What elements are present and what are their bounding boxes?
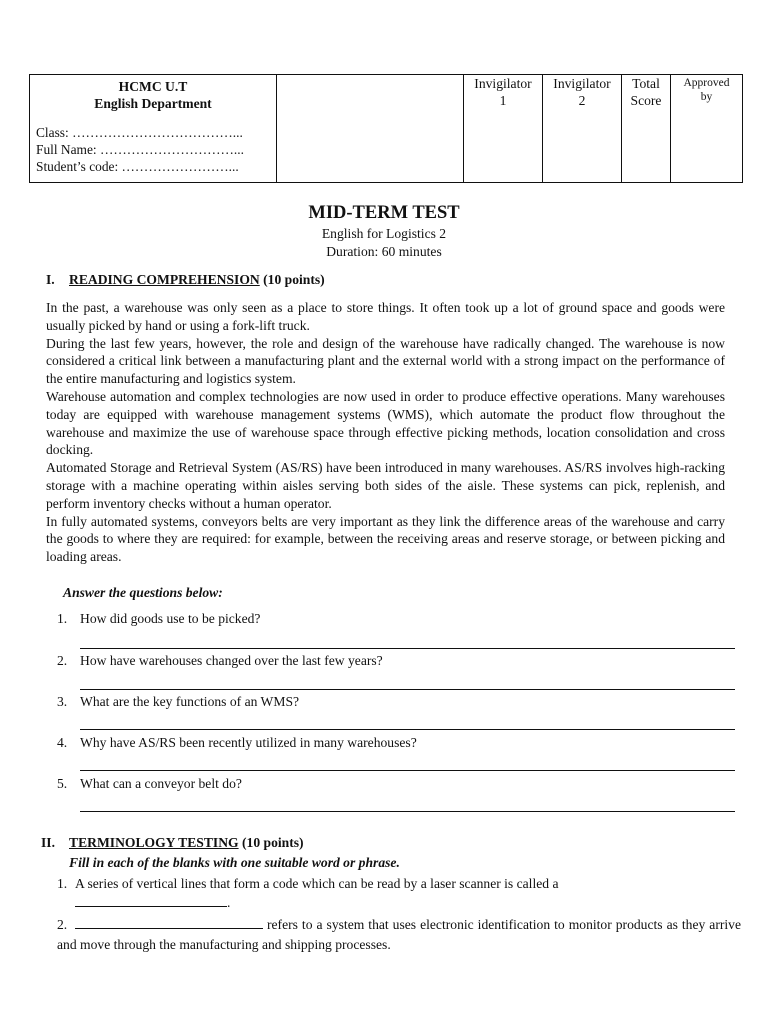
approved-by-cell: [671, 75, 743, 183]
invigilator-1-cell: [464, 75, 543, 183]
terminology-item-text: refers to a system that uses electronic identification to monitor products as they arrive and move through the manufacturing and shipping processes.: [57, 917, 741, 952]
invigilator-1-label: Invigilator: [474, 76, 532, 91]
passage-paragraph: In the past, a warehouse was only seen as a place to store things. It often took up a lot of ground space and goods were usually picked by hand or using a fork-lift truck.: [46, 300, 725, 333]
blank-header-cell: [277, 75, 464, 183]
school-info-cell: [30, 75, 277, 183]
section-1-points: (10 points): [259, 272, 325, 287]
answer-line[interactable]: [80, 729, 735, 730]
total-score-label-2: Score: [630, 93, 662, 108]
test-duration: Duration: 60 minutes: [326, 244, 442, 259]
approved-label-1: Approved: [683, 77, 730, 89]
fullname-field-label: Full Name: …………………………...: [36, 142, 244, 157]
question-item: 2. How have warehouses changed over the last few years?: [57, 653, 383, 668]
answer-line[interactable]: [80, 648, 735, 649]
terminology-item-1-blank-line: .: [75, 893, 230, 913]
terminology-item-1: 1. A series of vertical lines that form a code which can be read by a laser scanner is called a: [57, 876, 559, 891]
school-name: HCMC U.T: [118, 79, 188, 94]
answer-line[interactable]: [80, 770, 735, 771]
section-1-number: I.: [46, 272, 55, 287]
invigilator-1-number: 1: [499, 93, 507, 108]
invigilator-2-label: Invigilator: [553, 76, 611, 91]
passage-paragraph: Automated Storage and Retrieval System (AS/RS) have been introduced in many warehouses. AS/RS involves high-racking storage with a machine operating within aisles serving both sides of the aisle. These systems can pick, replenish, and perform inventory checks without a human operator.: [46, 460, 725, 511]
section-2-name: TERMINOLOGY TESTING: [69, 835, 239, 850]
terminology-item-text: A series of vertical lines that form a code which can be read by a laser scanner is called a: [75, 876, 559, 891]
questions-instruction: Answer the questions below:: [63, 585, 223, 600]
section-2-points: (10 points): [238, 835, 304, 850]
question-text: How did goods use to be picked?: [80, 611, 261, 626]
passage-paragraph: Warehouse automation and complex technologies are now used in order to produce effective operations. Many warehouses today are equipped with warehouse management systems (WMS), which automate the product flow throughout the warehouse and maximize the use of warehouse space through effective picking methods, location consolidation and cross docking.: [46, 388, 725, 458]
question-text: What can a conveyor belt do?: [80, 776, 242, 791]
question-text: Why have AS/RS been recently utilized in many warehouses?: [80, 735, 417, 750]
approved-label-2: by: [700, 90, 713, 103]
terminology-instruction: Fill in each of the blanks with one suitable word or phrase.: [69, 855, 400, 870]
section-2-number: II.: [41, 835, 55, 850]
terminology-item-2: 2. refers to a system that uses electronic identification to monitor products as they arrive and move through the manufacturing and shipping processes.: [57, 917, 741, 952]
passage-paragraph: During the last few years, however, the role and design of the warehouse have radically changed. The warehouse is now considered a critical link between a manufacturing plant and the external world with a strong impact on the performance of the entire manufacturing and logistics system.: [46, 335, 725, 387]
section-2-heading: [41, 835, 304, 851]
class-field-label: Class: ………………………………...: [36, 125, 243, 140]
fill-in-blank[interactable]: [75, 916, 263, 929]
passage-paragraph: In fully automated systems, conveyors belts are very important as they link the difference areas of the warehouse and carry the goods to where they are required: for example, between the receiving areas and reserve storage, or between picking and loading areas.: [46, 513, 725, 565]
header-table: [29, 74, 743, 183]
question-item: 4. Why have AS/RS been recently utilized in many warehouses?: [57, 735, 417, 750]
total-score-cell: [622, 75, 671, 183]
question-item: 5. What can a conveyor belt do?: [57, 776, 242, 791]
question-text: What are the key functions of an WMS?: [80, 694, 300, 709]
department-name: English Department: [94, 96, 212, 111]
question-text: How have warehouses changed over the last few years?: [80, 653, 383, 668]
student-code-field-label: Student’s code: ……………………...: [36, 159, 239, 174]
question-item: 3. What are the key functions of an WMS?: [57, 694, 300, 709]
invigilator-2-number: 2: [578, 93, 586, 108]
invigilator-2-cell: [543, 75, 622, 183]
section-1-heading: [46, 272, 325, 288]
total-score-label-1: Total: [632, 76, 660, 91]
fill-in-blank[interactable]: [75, 894, 227, 907]
test-title: MID-TERM TEST: [308, 203, 460, 223]
answer-line[interactable]: [80, 689, 735, 690]
answer-line[interactable]: [80, 811, 735, 812]
test-subject: English for Logistics 2: [321, 226, 447, 241]
question-item: 1. How did goods use to be picked?: [57, 611, 261, 626]
reading-passage: [46, 299, 725, 566]
section-1-name: READING COMPREHENSION: [69, 272, 260, 287]
